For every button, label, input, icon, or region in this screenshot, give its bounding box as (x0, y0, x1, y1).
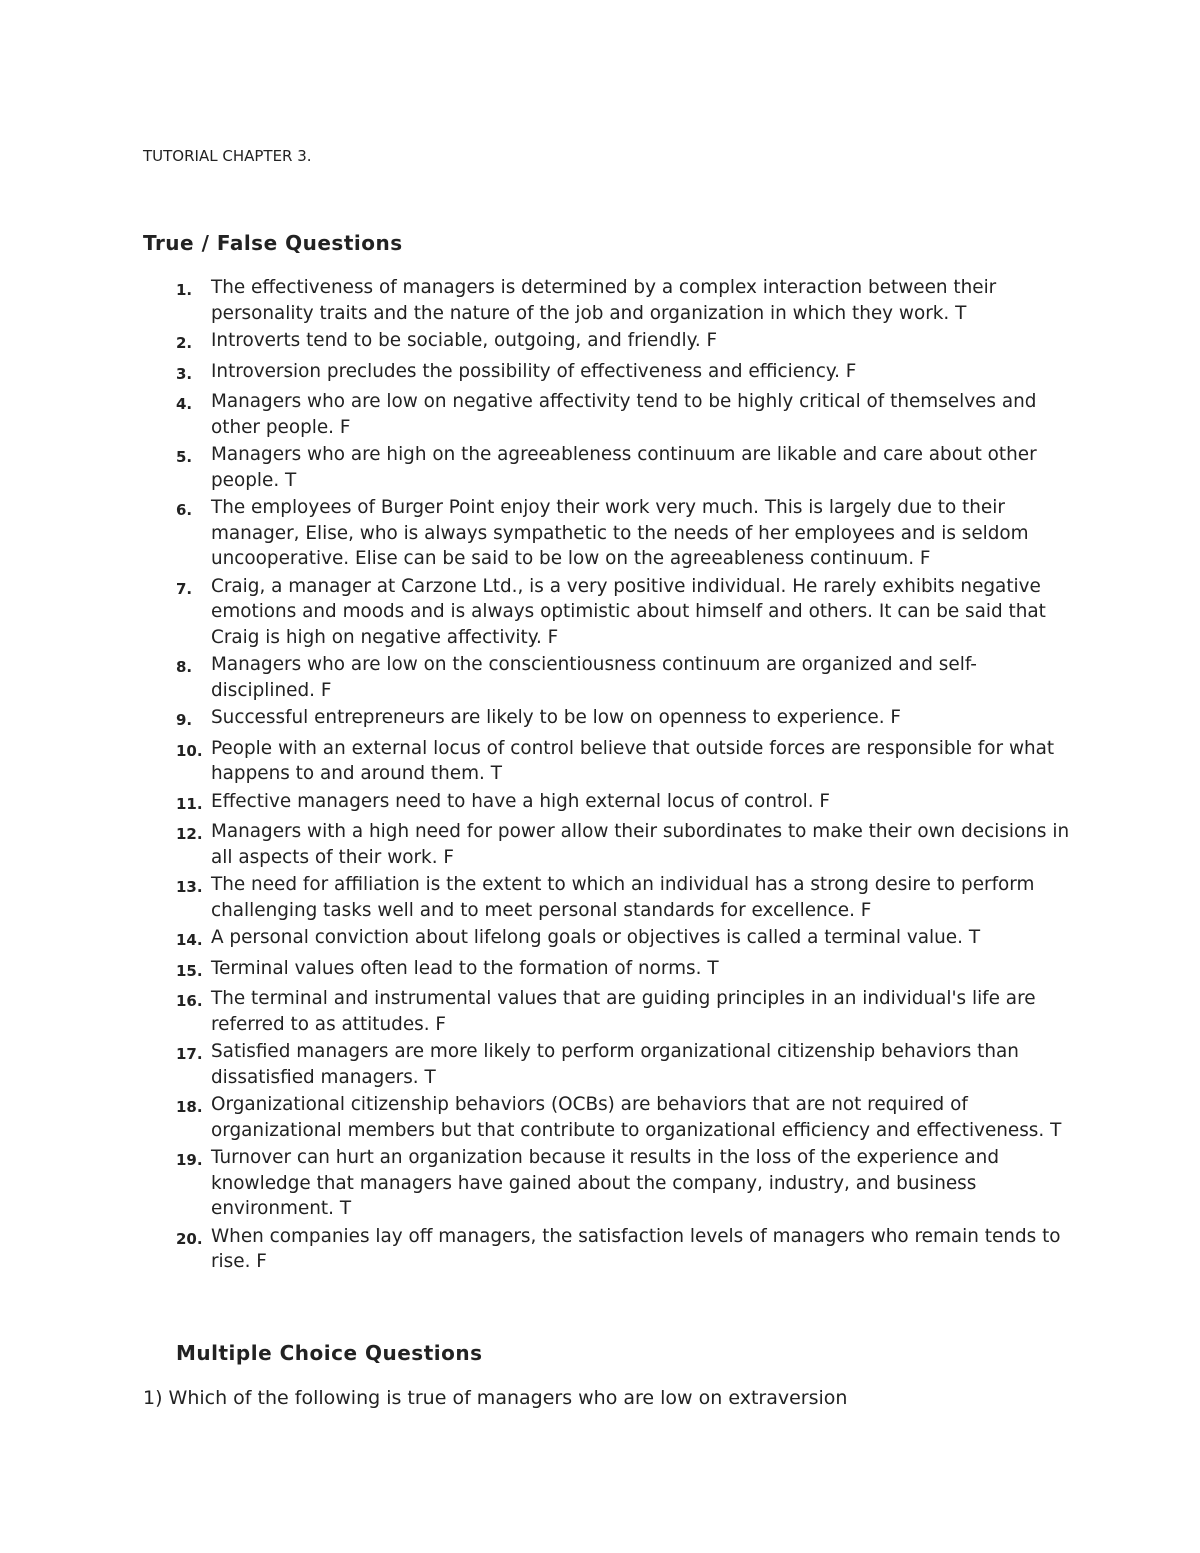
item-text: Satisfied managers are more likely to perform organizational citizenship behaviors than dissatisfied managers. T (211, 1041, 1019, 1088)
item-text: Effective managers need to have a high external locus of control. F (211, 790, 830, 812)
item-number: 4. (176, 395, 193, 413)
true-false-item (143, 275, 1073, 326)
true-false-item (143, 1145, 1073, 1222)
true-false-item (143, 359, 1073, 388)
item-text: Craig, a manager at Carzone Ltd., is a very positive individual. He rarely exhibits negative emotions and moods and is always optimistic about himself and others. It can be said that Craig is high on negative affectivity. F (211, 575, 1046, 648)
item-text: Organizational citizenship behaviors (OCBs) are behaviors that are not required of organizational members but that contribute to organizational efficiency and effectiveness. T (211, 1094, 1062, 1141)
item-text: Successful entrepreneurs are likely to be low on openness to experience. F (211, 707, 902, 728)
item-text: Managers with a high need for power allow their subordinates to make their own decisions in all aspects of their work. F (211, 821, 1070, 868)
true-false-item (143, 574, 1073, 651)
true-false-list (143, 275, 1073, 1277)
item-number: 6. (176, 501, 193, 519)
item-text: Managers who are low on the conscientiousness continuum are organized and self-disciplined. F (211, 654, 977, 701)
true-false-item (143, 872, 1073, 923)
true-false-item (143, 1224, 1073, 1275)
item-text: Turnover can hurt an organization because it results in the loss of the experience and knowledge that managers have gained about the company, industry, and business environment. T (211, 1147, 999, 1219)
true-false-item (143, 389, 1073, 440)
true-false-item (143, 1039, 1073, 1090)
true-false-heading: True / False Questions (143, 231, 403, 255)
item-number: 12. (176, 825, 203, 843)
item-text: Terminal values often lead to the formation of norms. T (211, 957, 719, 979)
item-number: 19. (176, 1151, 203, 1169)
true-false-item (143, 986, 1073, 1037)
multiple-choice-question-1: 1) Which of the following is true of managers who are low on extraversion (143, 1387, 848, 1409)
true-false-item (143, 1092, 1073, 1143)
item-number: 2. (176, 334, 193, 352)
true-false-item (143, 956, 1073, 985)
true-false-item (143, 328, 1073, 357)
true-false-item (143, 705, 1073, 734)
true-false-item (143, 925, 1073, 954)
item-text: Managers who are low on negative affectivity tend to be highly critical of themselves and other people. F (211, 391, 1037, 438)
true-false-item (143, 819, 1073, 870)
item-number: 1. (176, 281, 193, 299)
true-false-item (143, 442, 1073, 493)
item-number: 10. (176, 741, 203, 760)
item-number: 11. (176, 794, 203, 813)
multiple-choice-heading: Multiple Choice Questions (176, 1341, 483, 1365)
item-number: 3. (176, 364, 193, 383)
item-text: Introverts tend to be sociable, outgoing, and friendly. F (211, 330, 718, 351)
item-text: Introversion precludes the possibility of effectiveness and efficiency. F (211, 360, 857, 382)
item-text: Managers who are high on the agreeableness continuum are likable and care about other people. T (211, 444, 1037, 491)
item-text: People with an external locus of control believe that outside forces are responsible for what happens to and around them. T (211, 737, 1055, 784)
true-false-item (143, 789, 1073, 818)
item-text: When companies lay off managers, the satisfaction levels of managers who remain tends to rise. F (211, 1225, 1061, 1272)
item-text: A personal conviction about lifelong goals or objectives is called a terminal value. T (211, 927, 981, 948)
item-number: 7. (176, 579, 193, 598)
item-number: 17. (176, 1045, 203, 1063)
item-text: The need for affiliation is the extent to which an individual has a strong desire to perform challenging tasks well and to meet personal standards for excellence. F (211, 874, 1035, 921)
item-number: 5. (176, 448, 193, 466)
true-false-item (143, 652, 1073, 703)
item-text: The terminal and instrumental values that are guiding principles in an individual's life are referred to as attitudes. F (211, 988, 1036, 1035)
item-number: 20. (176, 1229, 203, 1248)
item-number: 16. (176, 992, 203, 1010)
item-number: 8. (176, 658, 193, 676)
true-false-item (143, 495, 1073, 572)
item-text: The effectiveness of managers is determined by a complex interaction between their personality traits and the nature of the job and organization in which they work. T (211, 277, 997, 324)
true-false-item (143, 736, 1073, 787)
document-title: TUTORIAL CHAPTER 3. (143, 147, 312, 165)
item-text: The employees of Burger Point enjoy their work very much. This is largely due to their manager, Elise, who is always sympathetic to the needs of her employees and is seldom uncooperative. Elise can be said to be low on the agreeableness continuum. F (211, 497, 1029, 569)
item-number: 14. (176, 931, 203, 949)
item-number: 9. (176, 711, 193, 729)
item-number: 18. (176, 1098, 203, 1116)
item-number: 13. (176, 878, 203, 896)
item-number: 15. (176, 961, 203, 980)
